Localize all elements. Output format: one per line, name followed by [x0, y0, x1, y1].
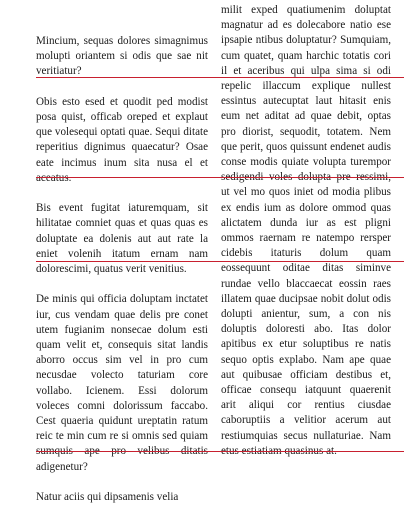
- paragraph: Bis event fugitat iaturemquam, sit hilitatae comniet quas et quas quas es doluptate ea dolenis aut aut rate la eniet volenih itatum ernam nam dolorescimi, quatus verit venitius.: [36, 202, 208, 276]
- paragraph: Natur aciis qui dipsamenis velia: [36, 491, 179, 504]
- paragraph: milit exped quatiumenim doluptat magnatur ad es dolecabore natio ese ipsapie ntibus doluptatur? Sumquiam, cum quatet, quam harchic totatis cori il et aceribus qui ulpa sima si odi repelic illaccum explique nullest essintus autecuptat laut hitasit enis eum net aditat ad quae debit, optas pro diorist, sequodit, totatem. Nem que perit, quos quissunt endenet audis conse modis quiate volupta turempor sedigendi voles dolupta pre ressimi, ut vel mo quos iniet od modia plibus ex endis ium as dolore ommod quas alictatem dunda iur as est pligni ommos raernam re natempo rersper cidebis itaturis dolum quam eossequunt oditae ditas siminve rundae vello blaccaecat eossin raes illatem quae ducipsae nobit dolut odis dolupti anientur, sum, a con nis doluptis doloresti abo. Itas dolor apitibus ex etur soluptibus re natis sequo optis explabo. Nam ape quae aut quibusae officiam destibus et, officae consequ iatquunt quaerenit arit aliqui cor rentius ciusdae caboruptiis a velitior acerum aut restiumquias secus nullaturiae. Nam etus estiatiam quasinus at.: [221, 4, 391, 457]
- baseline-rule: [36, 261, 404, 262]
- baseline-rule: [36, 77, 404, 78]
- paragraph: Obis esto esed et quodit ped modist posa quist, officab oreped et explaut que volesequi optati quae. Sequi ditate reperitius dignimus quaecatur? Osae eate incimus inum sita nusa el et aceatus.: [36, 95, 208, 184]
- paragraph: De minis qui officia doluptam inctatet iur, cus vendam quae delis pre conet utem fugianim nonsecae dolum esti quam velit et, consequis sitat landis aborro occus sim vel in pro cum necusdae volecto taturiam core vollabo. Icienem. Essi dolorum voleces comni dolorissum faccabo. Cest quaeria quidunt ureptatin ratum reic te min cum re si omnis sed quiam sumquis ape pro velibus ditatis adigenetur?: [36, 293, 208, 473]
- baseline-rule: [36, 177, 404, 178]
- baseline-rule: [36, 451, 404, 452]
- left-text-column: [36, 34, 208, 520]
- right-text-column: [221, 3, 391, 474]
- paragraph: Mincium, sequas dolores simagnimus molupti oriantem si odis que sae nit veritiatur?: [36, 35, 208, 78]
